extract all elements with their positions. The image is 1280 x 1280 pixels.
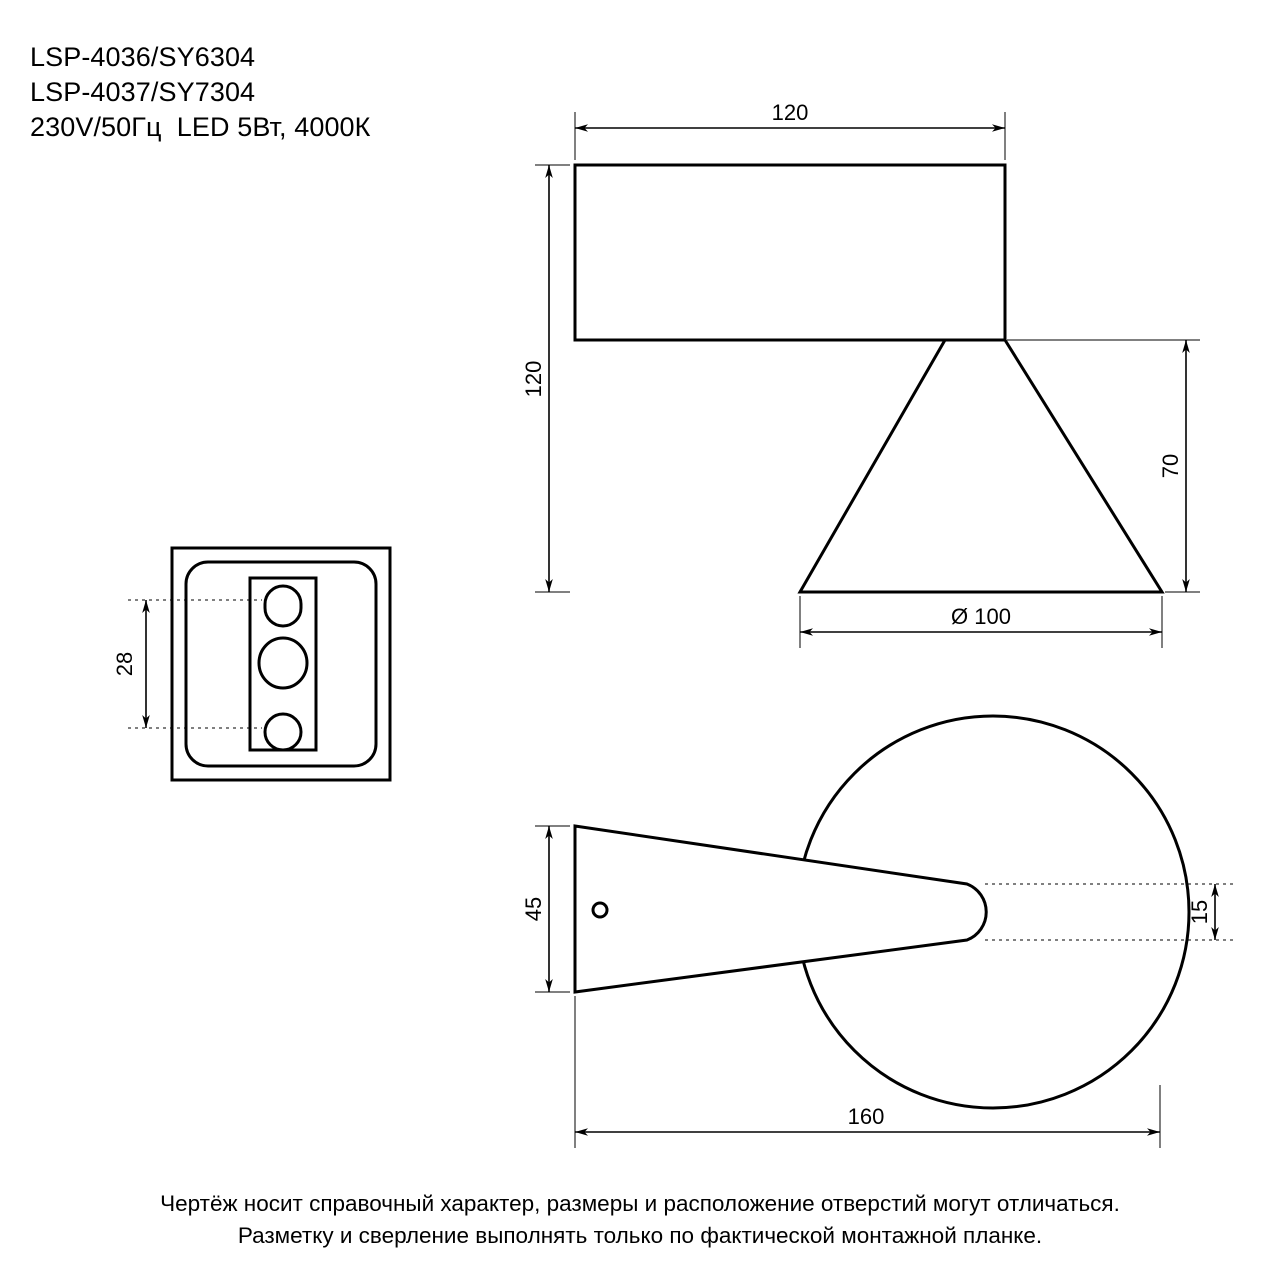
footer-line-2: Разметку и сверление выполнять только по фактической монтажной планке. (237, 1222, 1043, 1248)
front-elevation-geometry (575, 165, 1162, 592)
dim-wedge-width: 45 (521, 896, 546, 922)
mounting-plate-geometry (172, 548, 390, 780)
front-elevation-extension-lines (535, 112, 1200, 648)
mounting-plate-extension-lines (128, 600, 262, 728)
model-line-2: LSP-4037/SY7304 (30, 77, 256, 108)
footer-line-1: Чертёж носит справочный характер, размеры и расположение отверстий могут отличаться. (160, 1191, 1120, 1216)
front-elevation-dimension-lines (549, 128, 1186, 632)
dim-height-total: 120 (521, 360, 546, 398)
dim-offset: 15 (1187, 899, 1212, 925)
electrical-spec: 230V/50Гц LED 5Вт, 4000К (30, 112, 371, 143)
dim-cone-diameter: Ø 100 (951, 604, 1011, 629)
footer-note (0, 1188, 1280, 1252)
dim-overall-length: 160 (847, 1104, 885, 1129)
model-line-1: LSP-4036/SY6304 (30, 42, 256, 72)
side-plan-geometry (575, 716, 1189, 1108)
dim-cone-height: 70 (1158, 453, 1183, 479)
dim-slot-span: 28 (112, 651, 137, 677)
dim-width-top: 120 (771, 100, 809, 125)
